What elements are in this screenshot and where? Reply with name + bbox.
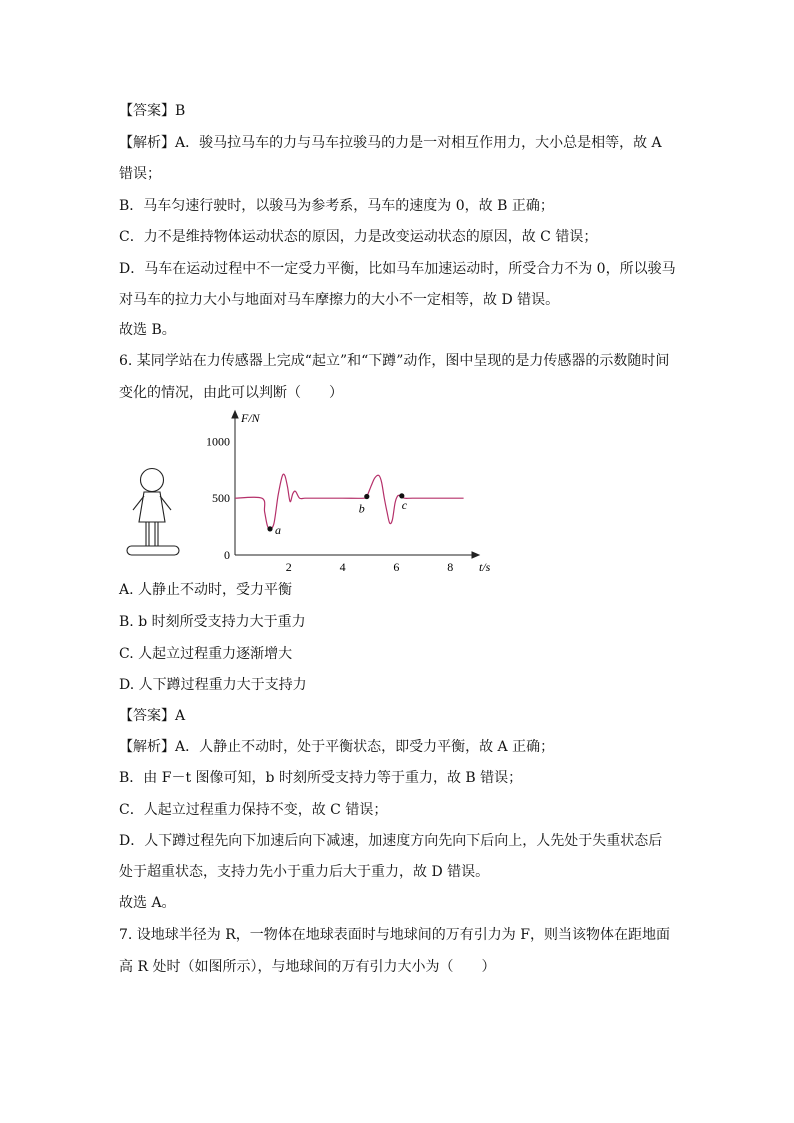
q6-figure — [118, 404, 491, 576]
q6-stem-line1: 6. 某同学站在力传感器上完成“起立”和“下蹲”动作，图中呈现的是力传感器的示数随时间 — [119, 353, 670, 369]
q6-analysis-d-line1: D．人下蹲过程先向下加速后向下减速，加速度方向先向下后向上，人先处于失重状态后 — [119, 833, 663, 849]
x-tick-label: 8 — [447, 560, 454, 574]
q5-analysis-c: C．力不是维持物体运动状态的原因，力是改变运动状态的原因，故 C 错误； — [119, 229, 598, 245]
q6-stem-line2: 变化的情况，由此可以判断（ ） — [119, 385, 343, 401]
point-a-label: a — [275, 522, 281, 537]
q7-stem-line1: 7. 设地球半径为 R，一物体在地球表面时与地球间的万有引力为 F，则当该物体在距地面 — [119, 927, 670, 943]
y-tick-label: 1000 — [206, 434, 230, 449]
q6-analysis-d-line2: 处于超重状态，支持力先小于重力后大于重力，故 D 错误。 — [119, 864, 490, 880]
q5-analysis-a-line1: 【解析】A．骏马拉马车的力与马车拉骏马的力是一对相互作用力，大小总是相等，故 A — [119, 135, 662, 151]
force-time-curve — [235, 474, 464, 529]
x-tick-label: 4 — [339, 560, 346, 574]
q5-analysis-b: B．马车匀速行驶时，以骏马为参考系，马车的速度为 0，故 B 正确； — [119, 198, 554, 214]
person-on-sensor-icon — [127, 469, 179, 556]
q5-analysis-d-line2: 对马车的拉力大小与地面对马车摩擦力的大小不一定相等，故 D 错误。 — [119, 292, 560, 308]
point-b-label: b — [358, 501, 365, 516]
y-axis-label: F/N — [241, 411, 260, 425]
q6-option-a: A. 人静止不动时，受力平衡 — [119, 582, 293, 598]
x-tick-label: 6 — [393, 560, 400, 574]
q6-answer: 【答案】A — [119, 708, 186, 724]
q5-conclusion: 故选 B。 — [119, 322, 176, 338]
q6-conclusion: 故选 A。 — [119, 895, 176, 911]
x-tick-label: 2 — [285, 560, 292, 574]
point-a-marker — [267, 526, 272, 531]
q5-answer: 【答案】B — [119, 103, 186, 119]
q6-analysis-c: C．人起立过程重力保持不变，故 C 错误； — [119, 802, 388, 818]
x-axis-label: t/s — [479, 560, 491, 574]
y-axis-arrow — [232, 411, 238, 418]
point-b-marker — [364, 494, 369, 499]
q6-option-b: B. b 时刻所受支持力大于重力 — [119, 614, 306, 630]
q6-analysis-a: 【解析】A．人静止不动时，处于平衡状态，即受力平衡，故 A 正确； — [119, 739, 555, 755]
q6-option-d: D. 人下蹲过程重力大于支持力 — [119, 677, 307, 693]
q7-stem-line2: 高 R 处时（如图所示），与地球间的万有引力大小为（ ） — [119, 959, 496, 975]
q5-analysis-a-line2: 错误； — [119, 166, 161, 182]
y-tick-label: 500 — [212, 491, 230, 506]
y-tick-label: 0 — [224, 548, 230, 562]
q6-figure-svg — [118, 404, 491, 576]
q6-analysis-b: B．由 F－t 图像可知，b 时刻所受支持力等于重力，故 B 错误； — [119, 770, 523, 786]
q5-analysis-d-line1: D．马车在运动过程中不一定受力平衡，比如马车加速运动时，所受合力不为 0，所以骏马 — [119, 261, 676, 277]
x-axis-arrow — [472, 552, 479, 558]
point-c-label: c — [401, 497, 408, 512]
q6-option-c: C. 人起立过程重力逐渐增大 — [119, 646, 293, 662]
